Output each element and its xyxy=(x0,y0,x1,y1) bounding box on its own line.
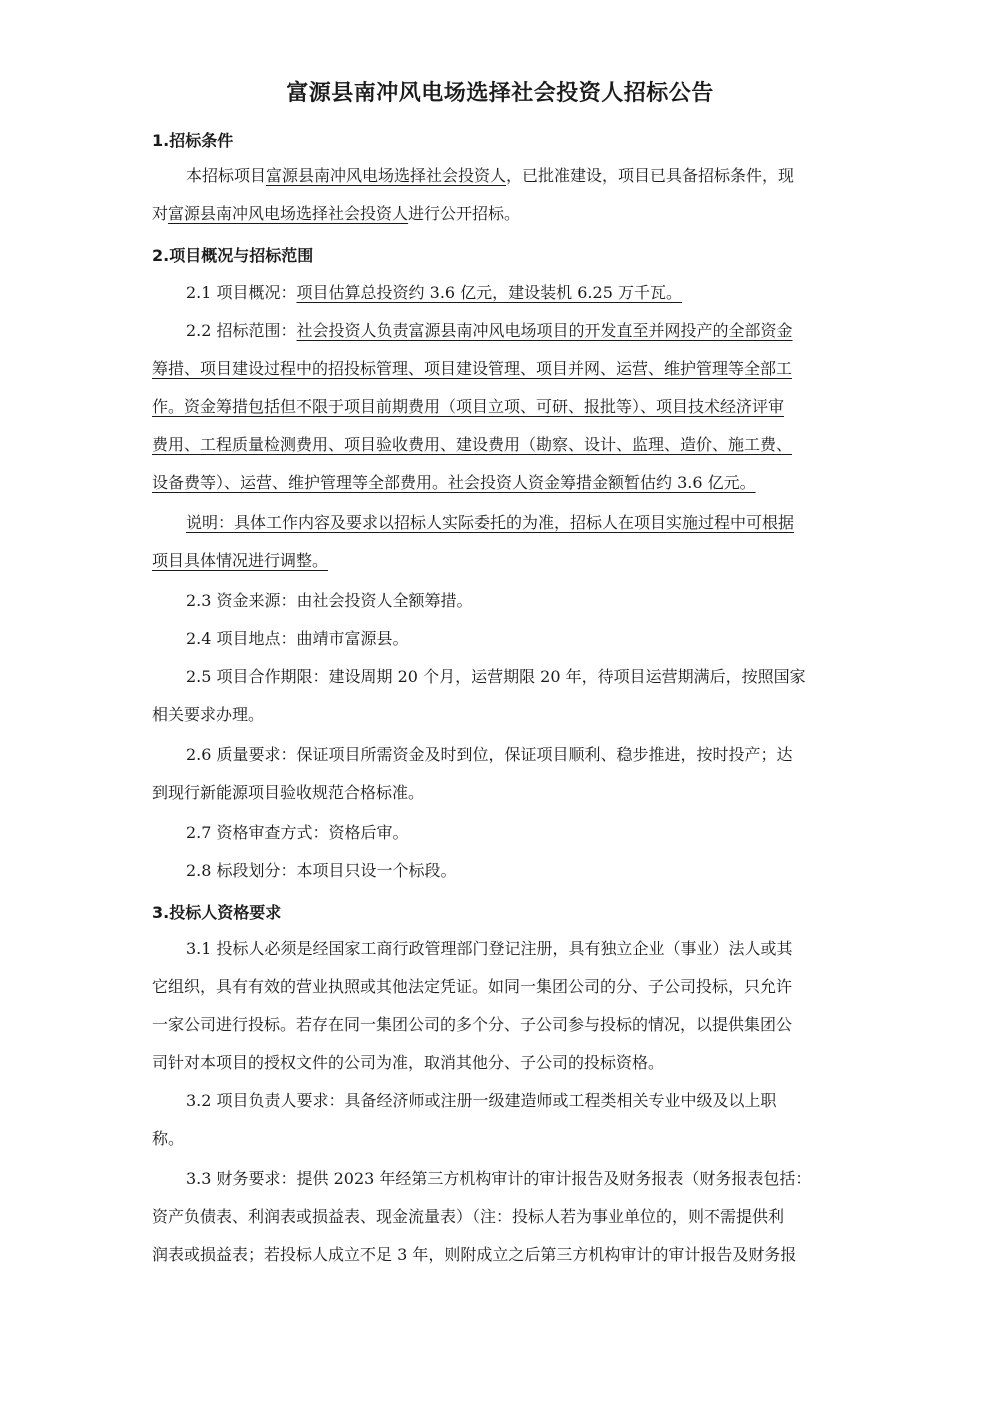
item-3-3: 3.3 财务要求：提供 2023 年经第三方机构审计的审计报告及财务报表（财务报表包括： xyxy=(186,1169,812,1188)
item-2-3: 2.3 资金来源：由社会投资人全额筹措。 xyxy=(186,591,473,610)
section-heading-1: 1.招标条件 xyxy=(152,131,234,150)
paragraph-line: 它组织，具有有效的营业执照或其他法定凭证。如同一集团公司的分、子公司投标，只允许 xyxy=(152,977,793,996)
item-3-1: 3.1 投标人必须是经国家工商行政管理部门登记注册，具有独立企业（事业）法人或其 xyxy=(186,939,793,958)
item-2-5: 2.5 项目合作期限：建设周期 20 个月，运营期限 20 年，待项目运营期满后，按照国家 xyxy=(186,667,806,686)
project-name: 富源县南冲风电场选择社会投资人 xyxy=(168,204,409,223)
item-label: 2.2 招标范围： xyxy=(186,321,297,340)
item-label: 2.1 项目概况： xyxy=(186,283,297,302)
item-2-7: 2.7 资格审查方式：资格后审。 xyxy=(186,823,409,842)
text: 本招标项目 xyxy=(186,166,267,185)
paragraph-line xyxy=(186,165,848,187)
paragraph-line: 设备费等）、运营、维护管理等全部费用。社会投资人资金筹措金额暂估约 3.6 亿元。 xyxy=(152,473,756,492)
item-text: 社会投资人负责富源县南冲风电场项目的开发直至并网投产的全部资金 xyxy=(296,321,793,340)
text: 进行公开招标。 xyxy=(408,204,521,223)
paragraph-line: 司针对本项目的授权文件的公司为准，取消其他分、子公司的投标资格。 xyxy=(152,1053,665,1072)
paragraph-line xyxy=(152,203,520,225)
section-heading-3: 3.投标人资格要求 xyxy=(152,903,282,922)
project-name: 富源县南冲风电场选择社会投资人 xyxy=(266,166,507,185)
paragraph-line: 费用、工程质量检测费用、项目验收费用、建设费用（勘察、设计、监理、造价、施工费、 xyxy=(152,435,793,454)
page-title: 富源县南冲风电场选择社会投资人招标公告 xyxy=(286,81,714,106)
text: 对 xyxy=(152,204,169,223)
paragraph-line: 相关要求办理。 xyxy=(152,705,265,724)
paragraph-line: 资产负债表、利润表或损益表、现金流量表）（注：投标人若为事业单位的，则不需提供利 xyxy=(152,1207,785,1226)
item-text: 项目估算总投资约 3.6 亿元，建设装机 6.25 万千瓦。 xyxy=(296,283,682,302)
item-2-2 xyxy=(186,320,793,342)
item-2-6: 2.6 质量要求：保证项目所需资金及时到位，保证项目顺利、稳步推进，按时投产；达 xyxy=(186,745,793,764)
paragraph-line: 作。资金筹措包括但不限于项目前期费用（项目立项、可研、报批等）、项目技术经济评审 xyxy=(152,397,785,416)
paragraph-line: 称。 xyxy=(152,1129,185,1148)
section-heading-2: 2.项目概况与招标范围 xyxy=(152,246,314,265)
note-line: 项目具体情况进行调整。 xyxy=(152,551,329,570)
paragraph-line: 一家公司进行投标。若存在同一集团公司的多个分、子公司参与投标的情况，以提供集团公 xyxy=(152,1015,793,1034)
note-line: 说明：具体工作内容及要求以招标人实际委托的为准，招标人在项目实施过程中可根据 xyxy=(186,513,795,532)
item-3-2: 3.2 项目负责人要求：具备经济师或注册一级建造师或工程类相关专业中级及以上职 xyxy=(186,1091,777,1110)
item-2-4: 2.4 项目地点：曲靖市富源县。 xyxy=(186,629,409,648)
paragraph-line: 到现行新能源项目验收规范合格标准。 xyxy=(152,783,425,802)
item-2-8: 2.8 标段划分：本项目只设一个标段。 xyxy=(186,861,457,880)
text: ，已批准建设，项目已具备招标条件，现 xyxy=(506,166,795,185)
paragraph-line: 润表或损益表；若投标人成立不足 3 年，则附成立之后第三方机构审计的审计报告及财务报 xyxy=(152,1245,797,1264)
item-2-1 xyxy=(186,282,682,304)
paragraph-line: 筹措、项目建设过程中的招投标管理、项目建设管理、项目并网、运营、维护管理等全部工 xyxy=(152,359,793,378)
